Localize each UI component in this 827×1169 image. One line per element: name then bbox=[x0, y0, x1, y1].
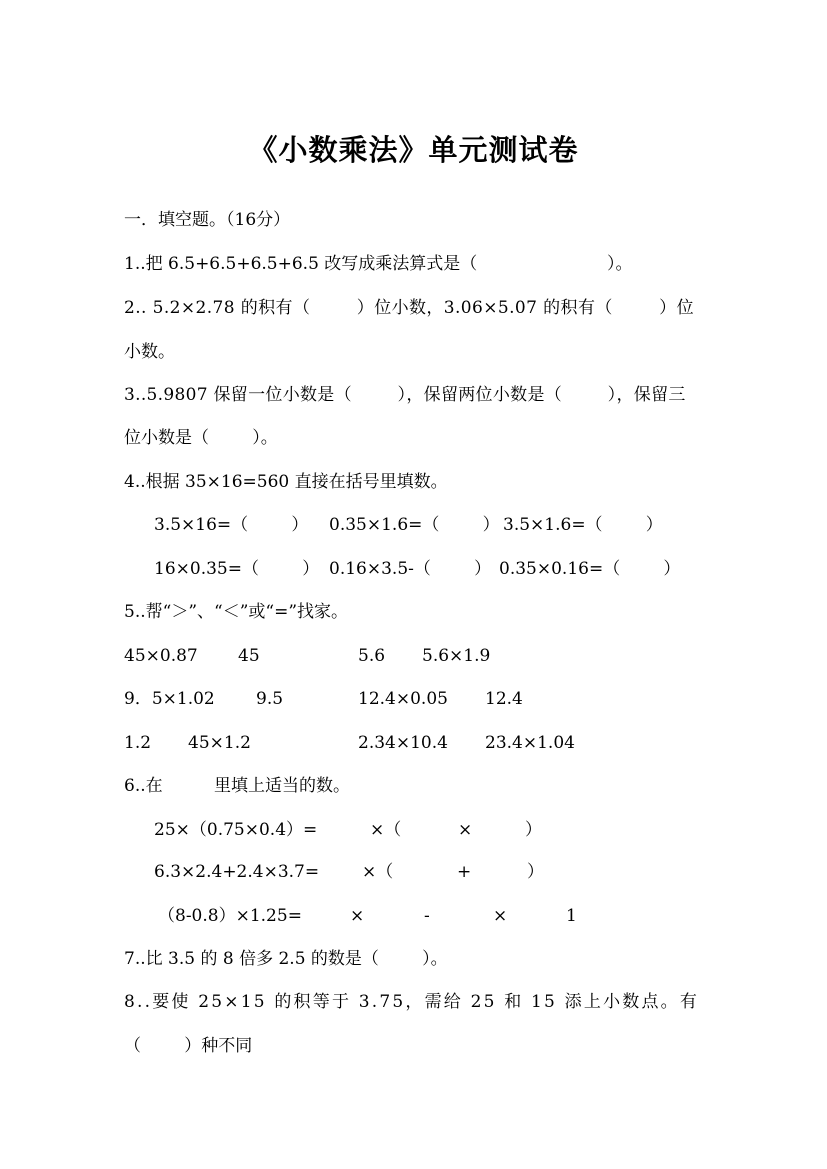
q6-symbol: × bbox=[350, 906, 365, 926]
q4-item: 16×0.35=（ ） bbox=[154, 559, 320, 579]
q6-expression: （8-0.8）×1.25= bbox=[158, 906, 302, 926]
q6-symbol: ） bbox=[525, 820, 542, 840]
question-1: 1..把 6.5+6.5+6.5+6.5 改写成乘法算式是（ ）。 bbox=[124, 254, 633, 274]
page-title: 《小数乘法》单元测试卷 bbox=[248, 133, 579, 167]
q5-cell: 2.34×10.4 bbox=[358, 733, 448, 753]
q4-item: 0.35×1.6=（ ） bbox=[329, 515, 500, 535]
q6-expression: 6.3×2.4+2.4×3.7= bbox=[154, 862, 320, 882]
q5-cell: 23.4×1.04 bbox=[485, 733, 575, 753]
q5-cell: 1.2 bbox=[124, 733, 152, 753]
q5-cell: 45 bbox=[238, 646, 260, 666]
q6-symbol: ×（ bbox=[370, 820, 402, 840]
q5-cell: 45×1.2 bbox=[188, 733, 251, 753]
question-6-prompt-start: 6..在 bbox=[124, 776, 163, 796]
question-8-line-2: （ ）种不同 bbox=[124, 1036, 253, 1056]
q6-symbol: - bbox=[424, 906, 430, 926]
question-8-line-1: 8..要使 25×15 的积等于 3.75，需给 25 和 15 添上小数点。有 bbox=[124, 992, 700, 1012]
q6-expression: 25×（0.75×0.4）= bbox=[154, 820, 318, 840]
section-heading: 一．填空题。（16分） bbox=[124, 210, 291, 230]
question-6-prompt-end: 里填上适当的数。 bbox=[214, 776, 350, 796]
q5-cell: 5.6×1.9 bbox=[422, 646, 491, 666]
q4-item: 3.5×16=（ ） bbox=[154, 515, 309, 535]
question-7: 7..比 3.5 的 8 倍多 2.5 的数是（ ）。 bbox=[124, 949, 448, 969]
question-4-prompt: 4..根据 35×16=560 直接在括号里填数。 bbox=[124, 472, 448, 492]
q4-item: 3.5×1.6=（ ） bbox=[503, 515, 663, 535]
question-2-line-1: 2.. 5.2×2.78 的积有（ ）位小数，3.06×5.07 的积有（ ）位 bbox=[124, 298, 694, 318]
q5-cell: 12.4 bbox=[485, 689, 523, 709]
q6-symbol: + bbox=[457, 862, 472, 882]
q4-item: 0.35×0.16=（ ） bbox=[499, 559, 681, 579]
q6-symbol: × bbox=[458, 820, 473, 840]
q5-cell: 5.6 bbox=[358, 646, 386, 666]
question-2-line-2: 小数。 bbox=[124, 342, 175, 362]
q5-cell: 45×0.87 bbox=[124, 646, 198, 666]
q4-item: 0.16×3.5-（ ） bbox=[329, 559, 492, 579]
q6-symbol: 1 bbox=[566, 906, 577, 926]
q5-cell: 12.4×0.05 bbox=[358, 689, 448, 709]
q6-symbol: × bbox=[493, 906, 508, 926]
q6-symbol: ×（ bbox=[362, 862, 394, 882]
q6-symbol: ） bbox=[527, 862, 544, 882]
q5-cell: 9．5×1.02 bbox=[124, 689, 215, 709]
question-5-prompt: 5..帮“＞”、“＜”或“=”找家。 bbox=[124, 602, 349, 622]
q5-cell: 9.5 bbox=[256, 689, 284, 709]
question-3-line-2: 位小数是（ ）。 bbox=[124, 428, 278, 448]
question-3-line-1: 3..5.9807 保留一位小数是（ ），保留两位小数是（ ），保留三 bbox=[124, 385, 686, 405]
